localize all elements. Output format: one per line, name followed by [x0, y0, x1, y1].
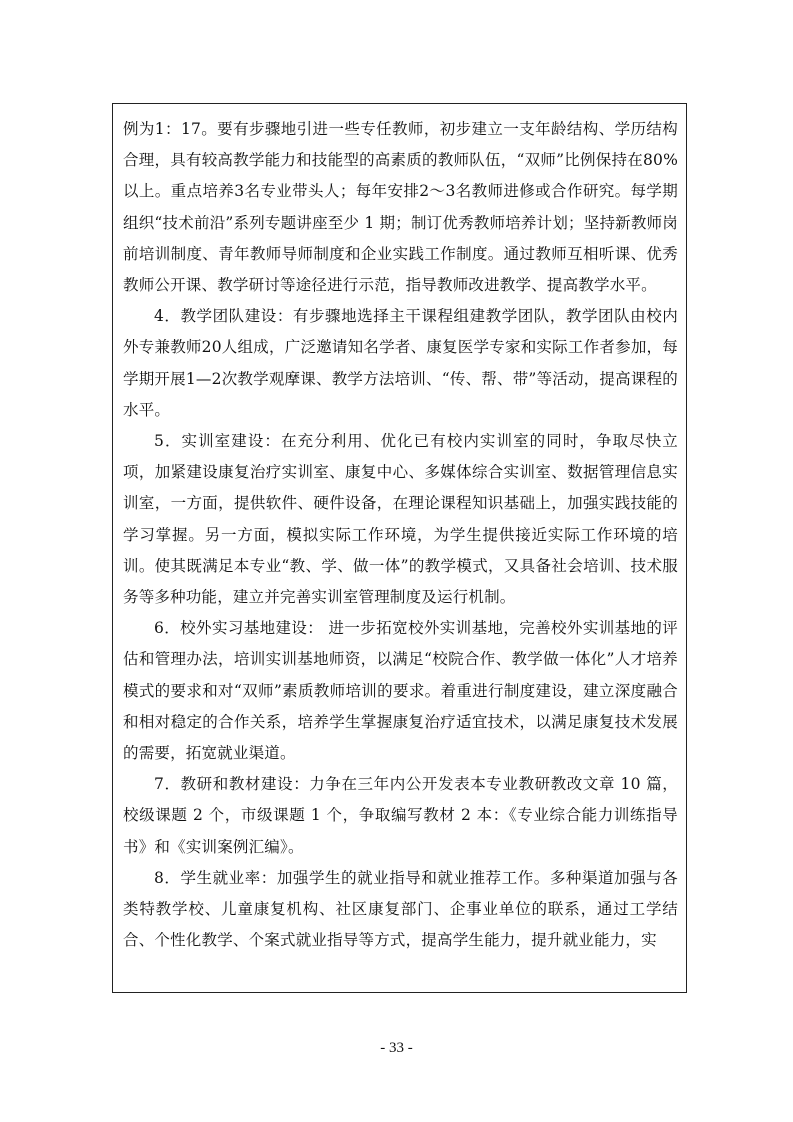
paragraph-training-room: 5．实训室建设：在充分利用、优化已有校内实训室的同时，争取尽快立项，加紧建设康复治疗实训室、康复中心、多媒体综合实训室、数据管理信息实训室，一方面，提供软件、硬件设备，在理论课程知识基础上，加强实践技能的学习掌握。另一方面，模拟实际工作环境，为学生提供接近实际工作环境的培训。使其既满足本专业“教、学、做一体”的教学模式，又具备社会培训、技术服务等多种功能，建立并完善实训室管理制度及运行机制。: [123, 432, 678, 607]
paragraph-internship-base: 6．校外实习基地建设： 进一步拓宽校外实训基地，完善校外实训基地的评估和管理办法，培训实训基地师资，以满足“校院合作、教学做一体化”人才培养模式的要求和对“双师”素质教师培训的要求。着重进行制度建设，建立深度融合和相对稳定的合作关系，培养学生掌握康复治疗适宜技术，以满足康复技术发展的需要，拓宽就业渠道。: [123, 619, 678, 763]
paragraph-teaching-team: 4．教学团队建设：有步骤地选择主干课程组建教学团队，教学团队由校内外专兼教师20人组成，广泛邀请知名学者、康复医学专家和实际工作者参加，每学期开展1—2次教学观摩课、教学方法培训、“传、帮、带”等活动，提高课程的水平。: [123, 307, 678, 419]
paragraph-continuation: 例为1：17。要有步骤地引进一些专任教师，初步建立一支年龄结构、学历结构合理，具有较高教学能力和技能型的高素质的教师队伍，“双师”比例保持在80%以上。重点培养3名专业带头人；每年安排2～3名教师进修或合作研究。每学期组织“技术前沿”系列专题讲座至少 1 期；制订优秀教师培养计划；坚持新教师岗前培训制度、青年教师导师制度和企业实践工作制度。通过教师互相听课、优秀教师公开课、教学研讨等途径进行示范，指导教师改进教学、提高教学水平。: [123, 120, 678, 295]
paragraph-research-textbooks: 7．教研和教材建设：力争在三年内公开发表本专业教研教改文章 10 篇，校级课题 2 个，市级课题 1 个，争取编写教材 2 本：《专业综合能力训练指导书》和《实训案例汇编》。: [123, 775, 678, 856]
paragraph-employment-rate: 8．学生就业率：加强学生的就业指导和就业推荐工作。多种渠道加强与各类特教学校、儿童康复机构、社区康复部门、企事业单位的联系，通过工学结合、个性化教学、个案式就业指导等方式，提高学生能力，提升就业能力，实: [123, 868, 678, 950]
document-body: [123, 114, 678, 956]
page-number: - 33 -: [380, 1040, 413, 1056]
